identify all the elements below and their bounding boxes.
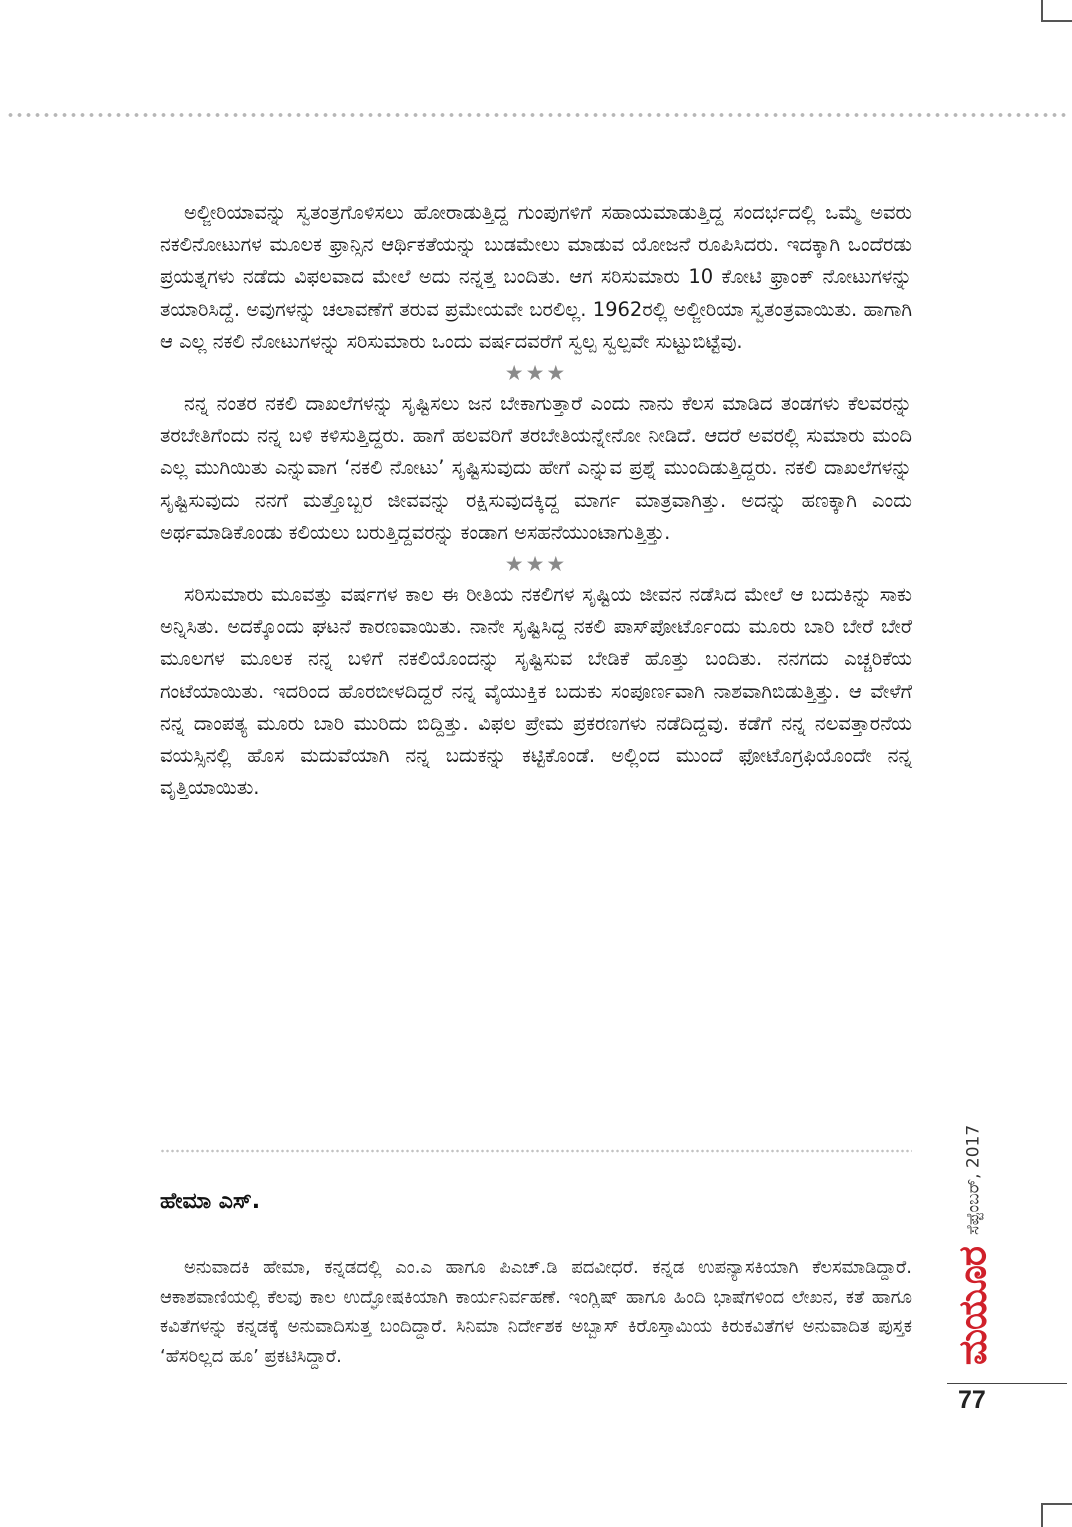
page-number-rule: [947, 1383, 1067, 1384]
crop-mark-top-right: [1041, 0, 1072, 22]
section-separator-2: ★★★: [504, 552, 568, 577]
section-separator-1: ★★★: [504, 361, 568, 386]
magazine-footer-vertical: [948, 1100, 998, 1390]
magazine-logo: ಮಯೂರ: [950, 1246, 995, 1366]
page-number: 77: [958, 1386, 986, 1414]
paragraph-2: ನನ್ನ ನಂತರ ನಕಲಿ ದಾಖಲೆಗಳನ್ನು ಸೃಷ್ಟಿಸಲು ಜನ ಬೇಕಾಗುತ್ತಾರೆ ಎಂದು ನಾನು ಕೆಲಸ ಮಾಡಿದ ತಂಡಗಳು ಕೆಲವರನ್ನು ತರಬೇತಿಗೆಂದು ನನ್ನ ಬಳಿ ಕಳಿಸುತ್ತಿದ್ದರು. ಹಾಗೆ ಹಲವರಿಗೆ ತರಬೇತಿಯನ್ನೇನೋ ನೀಡಿದೆ. ಆದರೆ ಅವರಲ್ಲಿ ಸುಮಾರು ಮಂದಿ ಎಲ್ಲ ಮುಗಿಯಿತು ಎನ್ನುವಾಗ ‘ನಕಲಿ ನೋಟು’ ಸೃಷ್ಟಿಸುವುದು ಹೇಗೆ ಎನ್ನುವ ಪ್ರಶ್ನೆ ಮುಂದಿಡುತ್ತಿದ್ದರು. ನಕಲಿ ದಾಖಲೆಗಳನ್ನು ಸೃಷ್ಟಿಸುವುದು ನನಗೆ ಮತ್ತೊಬ್ಬರ ಜೀವವನ್ನು ರಕ್ಷಿಸುವುದಕ್ಕಿದ್ದ ಮಾರ್ಗ ಮಾತ್ರವಾಗಿತ್ತು. ಅದನ್ನು ಹಣಕ್ಕಾಗಿ ಎಂದು ಅರ್ಥಮಾಡಿಕೊಂಡು ಕಲಿಯಲು ಬರುತ್ತಿದ್ದವರನ್ನು ಕಂಡಾಗ ಅಸಹನೆಯುಂಟಾಗುತ್ತಿತ್ತು.: [160, 392, 912, 544]
author-dotted-rule: [160, 1149, 912, 1153]
top-dotted-rule: [6, 112, 1068, 118]
crop-mark-bottom-right: [1041, 1503, 1072, 1527]
paragraph-1: ಅಲ್ಜೀರಿಯಾವನ್ನು ಸ್ವತಂತ್ರಗೊಳಿಸಲು ಹೋರಾಡುತ್ತಿದ್ದ ಗುಂಪುಗಳಿಗೆ ಸಹಾಯಮಾಡುತ್ತಿದ್ದ ಸಂದರ್ಭದಲ್ಲಿ ಒಮ್ಮೆ ಅವರು ನಕಲಿನೋಟುಗಳ ಮೂಲಕ ಫ್ರಾನ್ಸಿನ ಆರ್ಥಿಕತೆಯನ್ನು ಬುಡಮೇಲು ಮಾಡುವ ಯೋಜನೆ ರೂಪಿಸಿದರು. ಇದಕ್ಕಾಗಿ ಒಂದೆರಡು ಪ್ರಯತ್ನಗಳು ನಡೆದು ವಿಫಲವಾದ ಮೇಲೆ ಅದು ನನ್ನತ್ತ ಬಂದಿತು. ಆಗ ಸರಿಸುಮಾರು 10 ಕೋಟಿ ಫ್ರಾಂಕ್ ನೋಟುಗಳನ್ನು ತಯಾರಿಸಿದ್ದೆ. ಅವುಗಳನ್ನು ಚಲಾವಣೆಗೆ ತರುವ ಪ್ರಮೇಯವೇ ಬರಲಿಲ್ಲ. 1962ರಲ್ಲಿ ಅಲ್ಜೀರಿಯಾ ಸ್ವತಂತ್ರವಾಯಿತು. ಹಾಗಾಗಿ ಆ ಎಲ್ಲ ನಕಲಿ ನೋಟುಗಳನ್ನು ಸರಿಸುಮಾರು ಒಂದು ವರ್ಷದವರೆಗೆ ಸ್ವಲ್ಪ ಸ್ವಲ್ಪವೇ ಸುಟ್ಟುಬಿಟ್ಟೆವು.: [160, 201, 912, 353]
author-bio: ಅನುವಾದಕಿ ಹೇಮಾ, ಕನ್ನಡದಲ್ಲಿ ಎಂ.ಎ ಹಾಗೂ ಪಿಎಚ್.ಡಿ ಪದವೀಧರೆ. ಕನ್ನಡ ಉಪನ್ಯಾಸಕಿಯಾಗಿ ಕೆಲಸಮಾಡಿದ್ದಾರೆ. ಆಕಾಶವಾಣಿಯಲ್ಲಿ ಕೆಲವು ಕಾಲ ಉದ್ಘೋಷಕಿಯಾಗಿ ಕಾರ್ಯನಿರ್ವಹಣೆ. ಇಂಗ್ಲಿಷ್ ಹಾಗೂ ಹಿಂದಿ ಭಾಷೆಗಳಿಂದ ಲೇಖನ, ಕತೆ ಹಾಗೂ ಕವಿತೆಗಳನ್ನು ಕನ್ನಡಕ್ಕೆ ಅನುವಾದಿಸುತ್ತ ಬಂದಿದ್ದಾರೆ. ಸಿನಿಮಾ ನಿರ್ದೇಶಕ ಅಬ್ಬಾಸ್ ಕಿರೊಸ್ತಾಮಿಯ ಕಿರುಕವಿತೆಗಳ ಅನುವಾದಿತ ಪುಸ್ತಕ ‘ಹೆಸರಿಲ್ಲದ ಹೂ’ ಪ್ರಕಟಿಸಿದ್ದಾರೆ.: [160, 1257, 912, 1367]
issue-date: ಸೆಪ್ಟೆಂಬರ್, 2017: [963, 1124, 983, 1235]
article-body: [160, 197, 912, 804]
author-name: ಹೇಮಾ ಎಸ್.: [160, 1189, 261, 1214]
paragraph-3: ಸರಿಸುಮಾರು ಮೂವತ್ತು ವರ್ಷಗಳ ಕಾಲ ಈ ರೀತಿಯ ನಕಲಿಗಳ ಸೃಷ್ಟಿಯ ಜೀವನ ನಡೆಸಿದ ಮೇಲೆ ಆ ಬದುಕಿನ್ನು ಸಾಕು ಅನ್ನಿಸಿತು. ಅದಕ್ಕೊಂದು ಘಟನೆ ಕಾರಣವಾಯಿತು. ನಾನೇ ಸೃಷ್ಟಿಸಿದ್ದ ನಕಲಿ ಪಾಸ್‌ಪೋರ್ಟೊಂದು ಮೂರು ಬಾರಿ ಬೇರೆ ಬೇರೆ ಮೂಲಗಳ ಮೂಲಕ ನನ್ನ ಬಳಿಗೆ ನಕಲಿಯೊಂದನ್ನು ಸೃಷ್ಟಿಸುವ ಬೇಡಿಕೆ ಹೊತ್ತು ಬಂದಿತು. ನನಗದು ಎಚ್ಚರಿಕೆಯ ಗಂಟೆಯಾಯಿತು. ಇದರಿಂದ ಹೊರಬೀಳದಿದ್ದರೆ ನನ್ನ ವೈಯುಕ್ತಿಕ ಬದುಕು ಸಂಪೂರ್ಣವಾಗಿ ನಾಶವಾಗಿಬಿಡುತ್ತಿತ್ತು. ಆ ವೇಳೆಗೆ ನನ್ನ ದಾಂಪತ್ಯ ಮೂರು ಬಾರಿ ಮುರಿದು ಬಿದ್ದಿತ್ತು. ವಿಫಲ ಪ್ರೇಮ ಪ್ರಕರಣಗಳು ನಡೆದಿದ್ದವು. ಕಡೆಗೆ ನನ್ನ ನಲವತ್ತಾರನೆಯ ವಯಸ್ಸಿನಲ್ಲಿ ಹೊಸ ಮದುವೆಯಾಗಿ ನನ್ನ ಬದುಕನ್ನು ಕಟ್ಟಿಕೊಂಡೆ. ಅಲ್ಲಿಂದ ಮುಂದೆ ಫೋಟೊಗ್ರಫಿಯೊಂದೇ ನನ್ನ ವೃತ್ತಿಯಾಯಿತು.: [160, 583, 912, 800]
